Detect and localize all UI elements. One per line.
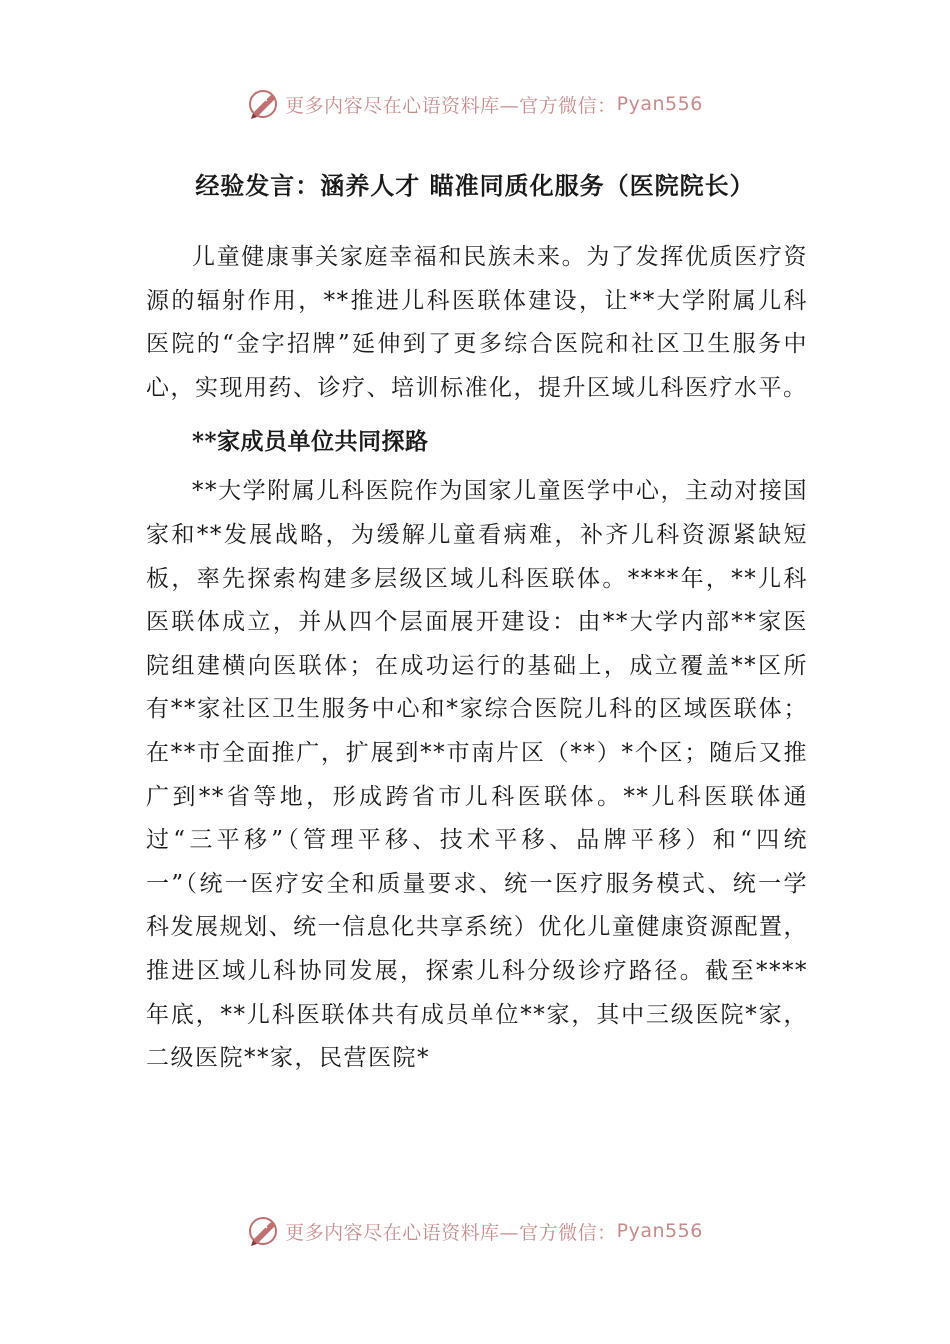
document-title: 经验发言：涵养人才 瞄准同质化服务（医院院长）: [195, 171, 755, 200]
intro-paragraph: 儿童健康事关家庭幸福和民族未来。为了发挥优质医疗资源的辐射作用，**推进儿科医联体建设，让**大学附属儿科医院的“金字招牌”延伸到了更多综合医院和社区卫生服务中心，实现用药、诊疗、培训标准化，提升区域儿科医疗水平。: [146, 244, 808, 401]
watermark-text: 更多内容尽在心语资料库—官方微信：: [285, 94, 617, 117]
pen-logo-icon: [247, 87, 281, 121]
watermark-text: 更多内容尽在心语资料库—官方微信：: [285, 1221, 617, 1244]
pen-logo-icon: [247, 1214, 281, 1248]
section-paragraph: **大学附属儿科医院作为国家儿童医学中心，主动对接国家和**发展战略，为缓解儿童看病难，补齐儿科资源紧缺短板，率先探索构建多层级区域儿科医联体。****年，**儿科医联体成立，并从四个层面展开建设：由**大学内部**家医院组建横向医联体；在成功运行的基础上，成立覆盖**区所有**家社区卫生服务中心和*家综合医院儿科的区域医联体；在**市全面推广，扩展到**市南片区（**）*个区；随后又推广到**省等地，形成跨省市儿科医联体。**儿科医联体通过“三平移”（管理平移、技术平移、品牌平移）和“四统一”（统一医疗安全和质量要求、统一医疗服务模式、统一学科发展规划、统一信息化共享系统）优化儿童健康资源配置，推进区域儿科协同发展，探索儿科分级诊疗路径。截至****年底，**儿科医联体共有成员单位**家，其中三级医院*家，二级医院**家，民营医院*: [146, 478, 809, 1072]
document-body: [146, 236, 808, 1081]
section-heading: **家成员单位共同探路: [192, 428, 429, 456]
watermark-wechat-id: Pyan556: [616, 1220, 703, 1242]
watermark-wechat-id: Pyan556: [616, 93, 703, 115]
watermark-footer: [0, 1211, 950, 1251]
watermark-header: [0, 84, 950, 124]
